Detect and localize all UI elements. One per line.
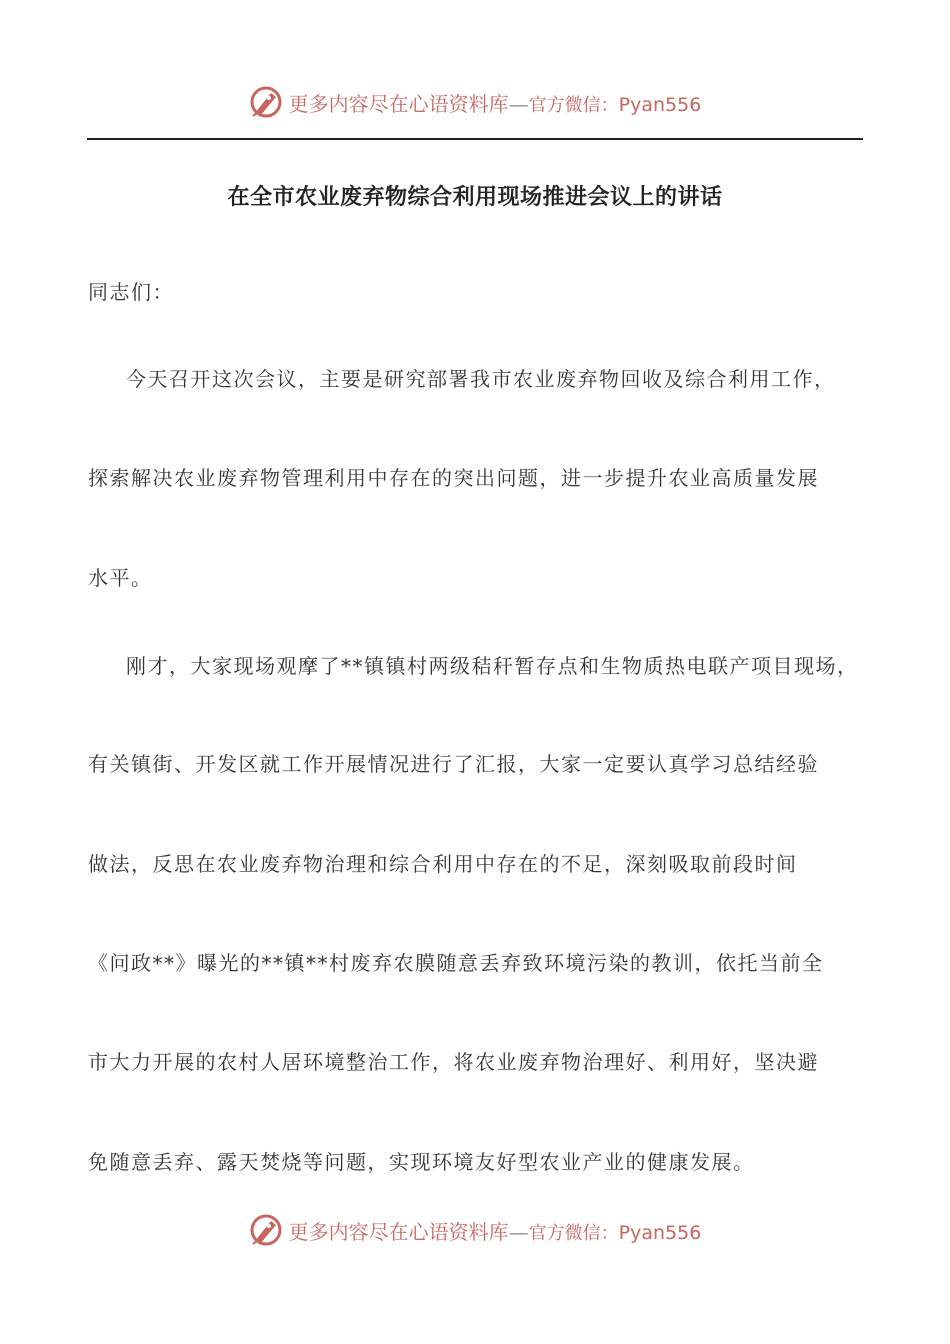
document-title: 在全市农业废弃物综合利用现场推进会议上的讲话 bbox=[227, 185, 723, 210]
footer-wechat-label: 官方微信： bbox=[528, 1222, 619, 1244]
body-line: 探索解决农业废弃物管理利用中存在的突出问题，进一步提升农业高质量发展 bbox=[88, 466, 819, 490]
footer-banner bbox=[0, 1210, 950, 1250]
footer-site-text: 更多内容尽在心语资料库 bbox=[288, 1219, 509, 1244]
header-banner bbox=[0, 82, 950, 122]
footer-dash: — bbox=[508, 1219, 529, 1244]
footer-banner-text bbox=[289, 1216, 702, 1245]
salutation: 同志们： bbox=[88, 280, 174, 304]
body-line: 今天召开这次会议，主要是研究部署我市农业废弃物回收及综合利用工作， bbox=[126, 367, 836, 391]
body-line: 《问政**》曝光的**镇**村废弃农膜随意丢弃致环境污染的教训，依托当前全 bbox=[88, 951, 824, 975]
header-rule bbox=[87, 138, 863, 140]
body-line: 水平。 bbox=[88, 566, 153, 590]
header-wechat-id: Pyan556 bbox=[618, 93, 702, 116]
footer-wechat-id: Pyan556 bbox=[618, 1221, 702, 1244]
pen-nib-logo-icon bbox=[249, 1213, 283, 1247]
body-line: 有关镇街、开发区就工作开展情况进行了汇报，大家一定要认真学习总结经验 bbox=[88, 752, 819, 776]
header-wechat-label: 官方微信： bbox=[528, 94, 619, 116]
body-line: 刚才，大家现场观摩了**镇镇村两级秸秆暂存点和生物质热电联产项目现场， bbox=[126, 654, 859, 678]
header-site-text: 更多内容尽在心语资料库 bbox=[288, 91, 509, 116]
body-line: 免随意丢弃、露天焚烧等问题，实现环境友好型农业产业的健康发展。 bbox=[88, 1150, 755, 1174]
header-banner-text bbox=[289, 88, 702, 117]
pen-nib-logo-icon bbox=[249, 85, 283, 119]
body-line: 市大力开展的农村人居环境整治工作，将农业废弃物治理好、利用好，坚决避 bbox=[88, 1050, 819, 1074]
header-dash: — bbox=[508, 91, 529, 116]
body-line: 做法，反思在农业废弃物治理和综合利用中存在的不足，深刻吸取前段时间 bbox=[88, 852, 798, 876]
